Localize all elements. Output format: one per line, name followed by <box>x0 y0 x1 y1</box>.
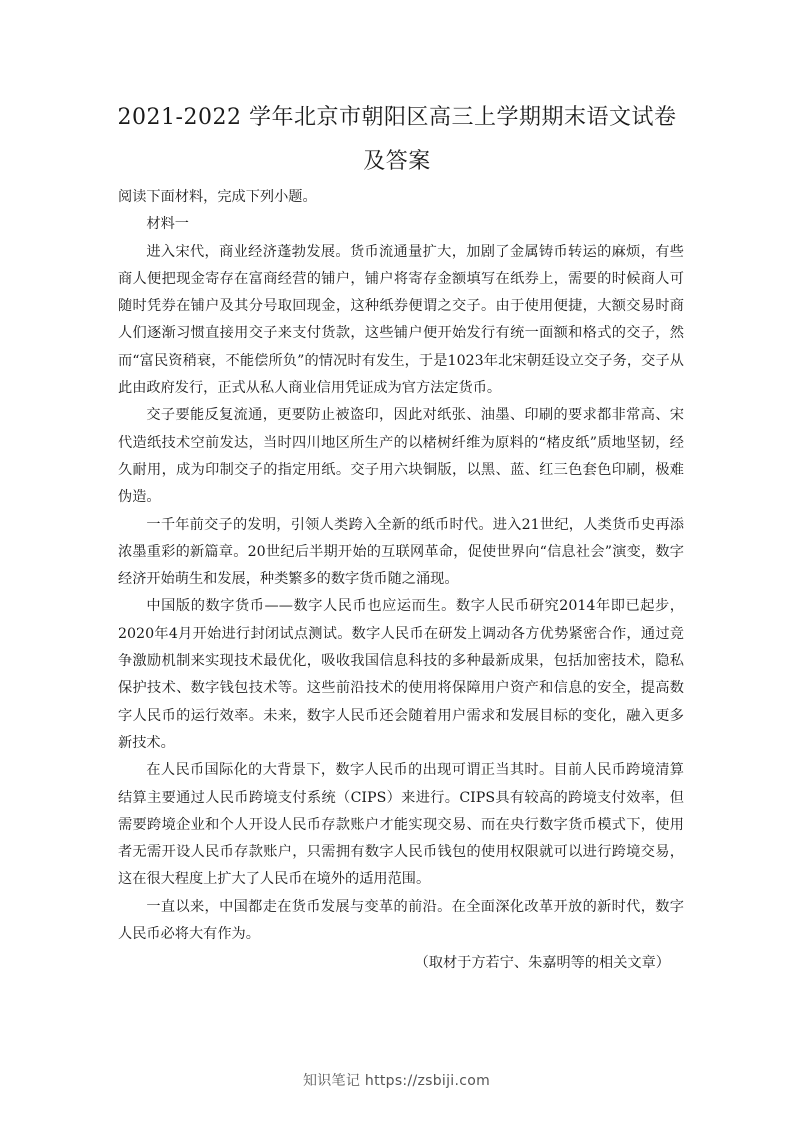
paragraph: 一千年前交子的发明，引领人类跨入全新的纸币时代。进入21世纪，人类货币史再添浓墨重彩的新篇章。20世纪后半期开始的互联网革命，促使世界向“信息社会”演变，数字经济开始萌生和发展，种类繁多的数字货币随之涌现。 <box>118 516 684 588</box>
section-label: 材料一 <box>146 216 189 233</box>
paragraph: 中国版的数字货币——数字人民币也应运而生。数字人民币研究2014年即已起步，2020年4月开始进行封闭试点测试。数字人民币在研发上调动各方优势紧密合作，通过竞争激励机制来实现技术最优化，吸收我国信息科技的多种最新成果，包括加密技术，隐私保护技术、数字钱包技术等。这些前沿技术的使用将保障用户资产和信息的安全，提高数字人民币的运行效率。未来，数字人民币还会随着用户需求和发展目标的变化，融入更多新技术。 <box>118 598 684 751</box>
instruction-text: 阅读下面材料，完成下列小题。 <box>118 189 317 205</box>
paragraph: 一直以来，中国都走在货币发展与变革的前沿。在全面深化改革开放的新时代，数字人民币必将大有作为。 <box>118 898 684 943</box>
document-body <box>118 184 684 978</box>
source-citation: （取材于方若宁、朱嘉明等的相关文章） <box>414 955 670 972</box>
paragraph: 进入宋代，商业经济蓬勃发展。货币流通量扩大，加剧了金属铸币转运的麻烦，有些商人便把现金寄存在富商经营的铺户，铺户将寄存金额填写在纸券上，需要的时候商人可随时凭券在铺户及其分号取回现金，这种纸券便谓之交子。由于使用便捷，大额交易时商人们逐渐习惯直接用交子来支付货款，这些铺户便开始发行有统一面额和格式的交子，然而“富民资稍衰，不能偿所负”的情况时有发生，于是1023年北宋朝廷设立交子务，交子从此由政府发行，正式从私人商业信用凭证成为官方法定货币。 <box>118 243 684 397</box>
paragraph: 交子要能反复流通，更要防止被盗印，因此对纸张、油墨、印刷的要求都非常高、宋代造纸技术空前发达，当时四川地区所生产的以楮树纤维为原料的“楮皮纸”质地坚韧，经久耐用，成为印制交子的指定用纸。交子用六块铜版，以黑、蓝、红三色套色印刷，极难伪造。 <box>118 407 684 506</box>
footer-watermark: 知识笔记 https://zsbiji.com <box>302 1073 491 1089</box>
page-title: 2021-2022 学年北京市朝阳区高三上学期期末语文试卷及答案 <box>117 105 677 174</box>
paragraph: 在人民币国际化的大背景下，数字人民币的出现可谓正当其时。目前人民币跨境清算结算主要通过人民币跨境支付系统（CIPS）来进行。CIPS具有较高的跨境支付效率，但需要跨境企业和个人开设人民币存款账户才能实现交易、而在央行数字货币模式下，使用者无需开设人民币存款账户，只需拥有数字人民币钱包的使用权限就可以进行跨境交易，这在很大程度上扩大了人民币在境外的适用范围。 <box>118 762 684 888</box>
